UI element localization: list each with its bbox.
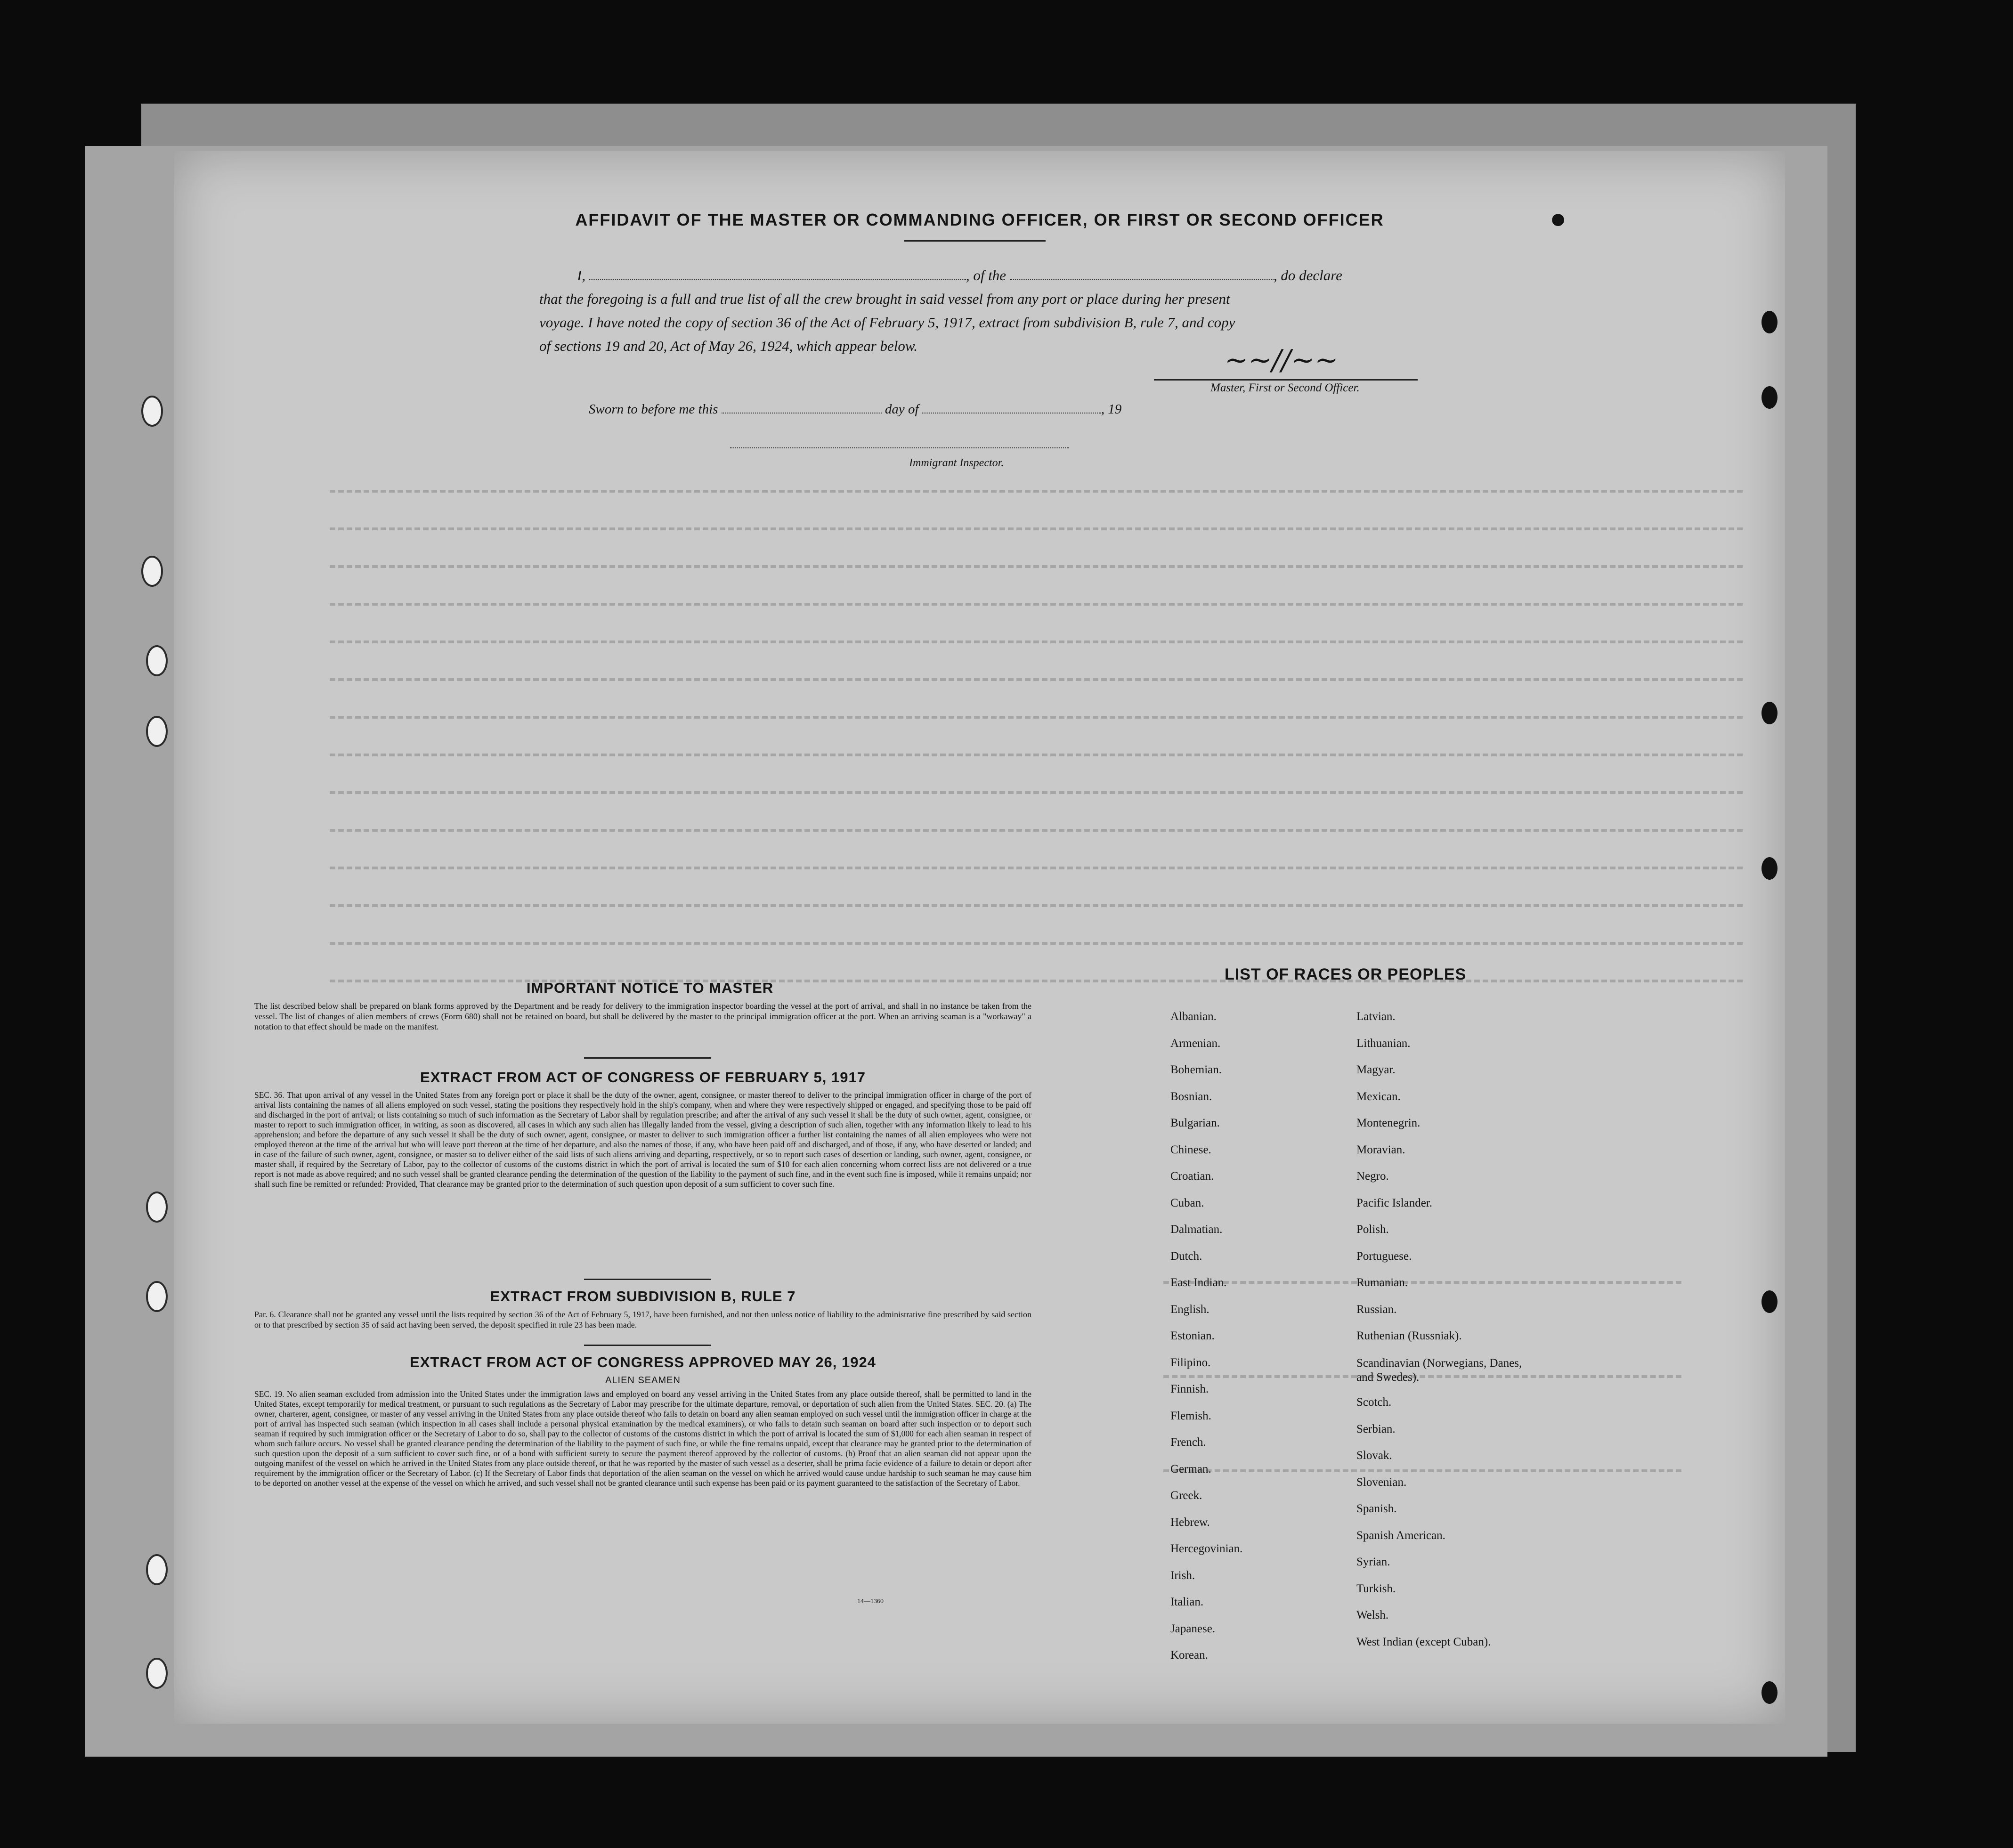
races-title: LIST OF RACES OR PEOPLES xyxy=(1225,965,1467,983)
race-item: Scandinavian (Norwegians, Danes, and Swedes). xyxy=(1356,1356,1522,1384)
vessel-blank[interactable] xyxy=(1010,267,1274,280)
sworn-month-blank[interactable] xyxy=(922,400,1101,413)
race-item: Cuban. xyxy=(1170,1196,1204,1209)
punch-hole xyxy=(1761,386,1778,409)
sworn-line xyxy=(589,400,1121,417)
punch-hole xyxy=(1761,1681,1778,1704)
race-item: Greek. xyxy=(1170,1489,1202,1502)
race-item: Montenegrin. xyxy=(1356,1117,1420,1129)
race-item: French. xyxy=(1170,1436,1206,1449)
race-item: Serbian. xyxy=(1356,1422,1396,1435)
section-rule xyxy=(584,1279,711,1280)
race-item: West Indian (except Cuban). xyxy=(1356,1635,1491,1648)
form-number: 14—1360 xyxy=(857,1598,884,1605)
race-item: Filipino. xyxy=(1170,1356,1211,1369)
binder-hole xyxy=(146,1658,168,1689)
affidavit-i: I, xyxy=(577,267,586,284)
binder-hole xyxy=(146,1281,168,1312)
binder-hole xyxy=(141,396,163,427)
section-rule xyxy=(584,1345,711,1346)
punch-hole xyxy=(1761,857,1778,880)
race-item: English. xyxy=(1170,1303,1209,1316)
subdivision-b-title: EXTRACT FROM SUBDIVISION B, RULE 7 xyxy=(490,1288,796,1305)
race-item: Scotch. xyxy=(1356,1396,1392,1409)
signature-caption: Master, First or Second Officer. xyxy=(1210,381,1360,394)
affidavit-line-3: voyage. I have noted the copy of section 36 of the Act of February 5, 1917, extract from subdivision B, rule 7, and copy xyxy=(539,314,1235,331)
affidavit-declare: , do declare xyxy=(1273,267,1342,284)
race-item: German. xyxy=(1170,1462,1211,1475)
race-item: Spanish American. xyxy=(1356,1529,1445,1542)
signature-line xyxy=(1154,379,1418,381)
race-item: Armenian. xyxy=(1170,1037,1221,1050)
race-item: Dutch. xyxy=(1170,1249,1202,1263)
ink-mark: ● xyxy=(1550,203,1567,234)
affidavit-line-4: of sections 19 and 20, Act of May 26, 1924, which appear below. xyxy=(539,338,918,354)
race-item: Hercegovinian. xyxy=(1170,1542,1243,1555)
sworn-prefix: Sworn to before me this xyxy=(589,402,718,417)
extract-1917-body: SEC. 36. That upon arrival of any vessel in the United States from any foreign port or place it shall be the duty of the owner, agent, consignee, or master thereof to deliver to the principal immigration officer in charge of the port of arrival lists containing the names of all aliens employed on such vessel, stating the positions they respectively hold in the ship's company, when and where they were respectively shipped or engaged, and specifying those to be paid off and discharged in the port of arrival; or lists containing so much of such information as the Secretary of Labor shall by regulation prescribe; and after the arrival of any such vessel it shall be the duty of such owner, agent, consignee, or master to report to such immigration officer, in writing, as soon as discovered, all cases in which any such alien has illegally landed from the vessel, giving a description of such alien, together with any information likely to lead to his apprehension; and before the departure of any such vessel it shall be the duty of such owner, agent, consignee, or master to deliver to such immigration officer a further list containing the names of all alien employees who were not employed thereon at the time of the arrival but who will leave port thereon at the time of her departure, and also the names of those, if any, who have been paid off and discharged, and of those, if any, who have deserted or landed; and in case of the failure of such owner, agent, consignee, or master so to deliver either of the said lists of such aliens arriving and departing, respectively, or so to report such cases of desertion or landing, such owner, agent, consignee, or master shall, if required by the Secretary of Labor, pay to the collector of customs of the customs district in which the port of arrival is located the sum of $10 for each alien concerning whom correct lists are not delivered or a true report is not made as above required; and no such vessel shall be granted clearance pending the determination of the question of the liability to the payment of such fine, and in the event such fine is imposed, while it remains unpaid; nor shall such fine be remitted or refunded: Provided, That clearance may be granted prior to the determination of such question upon deposit of a sum sufficient to cover such fine. xyxy=(254,1090,1031,1189)
race-item: Russian. xyxy=(1356,1303,1397,1316)
document-page xyxy=(174,151,1785,1724)
race-item: Mexican. xyxy=(1356,1090,1401,1103)
binder-hole xyxy=(141,556,163,587)
extract-1917-title: EXTRACT FROM ACT OF CONGRESS OF FEBRUARY 5, 1917 xyxy=(420,1069,866,1086)
race-item: Korean. xyxy=(1170,1649,1208,1662)
race-item: Spanish. xyxy=(1356,1502,1397,1515)
affidavit-of: , of the xyxy=(966,267,1006,284)
race-item: Rumanian. xyxy=(1356,1276,1408,1289)
race-item: Moravian. xyxy=(1356,1143,1405,1156)
name-blank[interactable] xyxy=(589,267,966,280)
race-item: Slovak. xyxy=(1356,1449,1392,1462)
race-item: Latvian. xyxy=(1356,1010,1396,1023)
race-item: Bohemian. xyxy=(1170,1063,1222,1076)
affidavit-line-2: that the foregoing is a full and true list of all the crew brought in said vessel from any port or place during her present xyxy=(539,291,1230,307)
subdivision-b-body: Par. 6. Clearance shall not be granted any vessel until the lists required by section 36 of the Act of February 5, 1917, have been furnished, and not then unless notice of liability to the administrative fine prescribed by said section or to that prescribed by section 35 of said act having been served, the deposit specified in rule 23 has been made. xyxy=(254,1310,1031,1329)
race-item: East Indian. xyxy=(1170,1276,1227,1289)
race-item: Hebrew. xyxy=(1170,1516,1210,1529)
race-item: Dalmatian. xyxy=(1170,1223,1223,1236)
race-item: Syrian. xyxy=(1356,1556,1390,1568)
race-item: Welsh. xyxy=(1356,1609,1389,1621)
alien-seamen-subtitle: ALIEN SEAMEN xyxy=(605,1375,681,1386)
notice-body: The list described below shall be prepared on blank forms approved by the Department and be ready for delivery to the immigration inspector boarding the vessel at the port of arrival, and shall in no instance be taken from the vessel. The list of changes of alien members of crews (Form 680) shall not be retained on board, but shall be delivered by the master to the principal immigration officer at the port. When an arriving seaman is a "workaway" a notation to that effect should be made on the manifest. xyxy=(254,1001,1031,1031)
handwritten-signature: ~~∕∕~~ xyxy=(1225,344,1339,377)
race-item: Magyar. xyxy=(1356,1063,1396,1076)
race-item: Chinese. xyxy=(1170,1143,1211,1156)
race-item: Irish. xyxy=(1170,1569,1195,1582)
race-item: Japanese. xyxy=(1170,1622,1216,1635)
inspector-caption: Immigrant Inspector. xyxy=(909,457,1004,469)
affidavit-title: AFFIDAVIT OF THE MASTER OR COMMANDING OFFICER, OR FIRST OR SECOND OFFICER xyxy=(575,210,1384,229)
affidavit-text xyxy=(539,264,1623,358)
race-item: Polish. xyxy=(1356,1223,1389,1236)
title-rule xyxy=(904,240,1046,242)
sworn-year: , 19 xyxy=(1101,402,1122,417)
race-item: Pacific Islander. xyxy=(1356,1196,1433,1209)
extract-1924-title: EXTRACT FROM ACT OF CONGRESS APPROVED MAY 26, 1924 xyxy=(410,1354,876,1370)
sworn-day: day of xyxy=(885,402,919,417)
binder-hole xyxy=(146,716,168,747)
race-item: Lithuanian. xyxy=(1356,1037,1411,1050)
punch-hole xyxy=(1761,702,1778,724)
race-item: Slovenian. xyxy=(1356,1475,1407,1489)
binder-hole xyxy=(146,1554,168,1585)
punch-hole xyxy=(1761,311,1778,333)
race-item: Croatian. xyxy=(1170,1170,1214,1183)
race-item: Estonian. xyxy=(1170,1329,1215,1342)
extract-1924-body: SEC. 19. No alien seaman excluded from admission into the United States under the immigration laws and employed on board any vessel arriving in the United States from any place outside thereof, shall be permitted to land in the United States, except temporarily for medical treatment, or pursuant to such regulations as the Secretary of Labor may prescribe for the ultimate departure, removal, or deportation of such alien from the United States. SEC. 20. (a) The owner, charterer, agent, consignee, or master of any vessel arriving in the United States from any place outside thereof who fails to detain on board any alien seaman employed on such vessel until the immigration officer in charge at the port of arrival has inspected such seaman (which inspection in all cases shall include a personal physical examination by the medical examiners), or who fails to detain such seaman on board after such inspection or to deport such seaman if required by such immigration officer or the Secretary of Labor to do so, shall pay to the collector of customs of the customs district in which the port of arrival is located the sum of $1,000 for each alien seaman in respect of whom such failure occurs. No vessel shall be granted clearance pending the determination of the liability to the payment of such fine, or while the fine remains unpaid, except that clearance may be granted prior to the determination of such question upon the deposit of a sum sufficient to cover such fine, or of a bond with sufficient surety to secure the payment thereof approved by the collector of customs. (b) Proof that an alien seaman did not appear upon the outgoing manifest of the vessel on which he arrived in the United States from any place outside thereof, or that he was reported by the master of such vessel as a deserter, shall be prima facie evidence of a failure to detain or deport after requirement by the immigration officer or the Secretary of Labor. (c) If the Secretary of Labor finds that deportation of the alien seaman on the vessel on which he arrived would cause undue hardship to such seaman he may cause him to be deported on another vessel at the expense of the vessel on which he arrived, and such vessel shall not be granted clearance until such expense has been paid or its payment guaranteed to the satisfaction of the Secretary of Labor. xyxy=(254,1389,1031,1488)
race-item: Portuguese. xyxy=(1356,1249,1412,1263)
race-item: Negro. xyxy=(1356,1170,1389,1183)
inspector-signature-line xyxy=(730,447,1069,448)
race-item: Flemish. xyxy=(1170,1409,1211,1422)
sworn-date-blank[interactable] xyxy=(722,400,882,413)
race-item: Bulgarian. xyxy=(1170,1117,1220,1129)
section-rule xyxy=(584,1057,711,1059)
race-item: Finnish. xyxy=(1170,1383,1209,1395)
race-item: Bosnian. xyxy=(1170,1090,1212,1103)
race-item: Turkish. xyxy=(1356,1582,1396,1595)
binder-hole xyxy=(146,1191,168,1223)
punch-hole xyxy=(1761,1290,1778,1313)
race-item: Ruthenian (Russniak). xyxy=(1356,1329,1462,1342)
race-item: Italian. xyxy=(1170,1596,1204,1608)
race-item: Albanian. xyxy=(1170,1010,1217,1023)
notice-title: IMPORTANT NOTICE TO MASTER xyxy=(526,980,774,996)
binder-hole xyxy=(146,645,168,676)
